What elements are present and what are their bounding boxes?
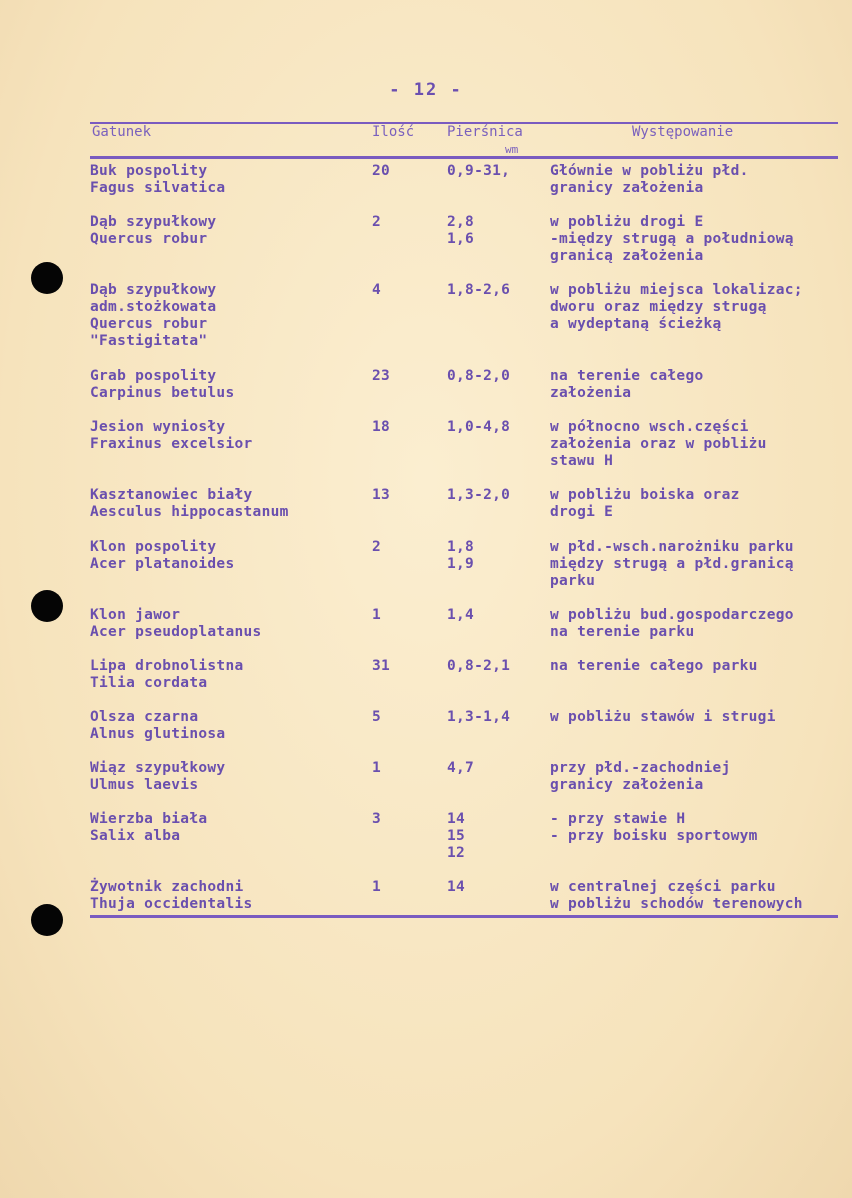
occurrence-note-line: - przy boisku sportowym — [550, 828, 758, 844]
species-name-line: Dąb szypułkowy — [90, 282, 217, 298]
species-name-line: Żywotnik zachodni — [90, 879, 244, 895]
occurrence-note-line: na terenie całego — [550, 368, 704, 384]
species-name — [90, 760, 365, 794]
occurrence-note — [550, 487, 850, 521]
dbh-value — [447, 419, 543, 436]
occurrence-note — [550, 658, 850, 675]
dbh-value-line: 14 — [447, 811, 466, 827]
species-name — [90, 658, 365, 692]
species-name — [90, 539, 365, 573]
occurrence-note — [550, 419, 850, 470]
occurrence-note-line: w pobliżu stawów i strugi — [550, 709, 776, 725]
species-name-line: Quercus robur — [90, 231, 208, 247]
occurrence-note-line: -między strugą a południową — [550, 231, 794, 247]
punch-hole — [31, 590, 63, 622]
species-name — [90, 163, 365, 197]
dbh-value-line: 1,6 — [447, 231, 475, 247]
occurrence-note-line: dworu oraz między strugą — [550, 299, 767, 315]
occurrence-note-line: a wydeptaną ścieżką — [550, 316, 722, 332]
species-name — [90, 214, 365, 248]
punch-hole — [31, 904, 63, 936]
occurrence-note — [550, 811, 850, 845]
dbh-value-line: 12 — [447, 845, 466, 861]
occurrence-note — [550, 539, 850, 590]
occurrence-note-line: założenia — [550, 385, 632, 401]
species-name-line: "Fastigitata" — [90, 333, 208, 349]
dbh-value-line: 1,9 — [447, 556, 475, 572]
table-bottom-rule — [90, 915, 838, 918]
dbh-value — [447, 879, 543, 896]
dbh-value — [447, 607, 543, 624]
species-name-line: Ulmus laevis — [90, 777, 199, 793]
dbh-value-line: 2,8 — [447, 214, 475, 230]
species-name — [90, 487, 365, 521]
occurrence-note-line: w centralnej części parku — [550, 879, 776, 895]
occurrence-note-line: stawu H — [550, 453, 614, 469]
header-species: Gatunek — [92, 124, 152, 140]
occurrence-note-line: na terenie całego parku — [550, 658, 758, 674]
dbh-value — [447, 811, 543, 862]
dbh-value-line: 1,8 — [447, 539, 475, 555]
occurrence-note — [550, 607, 850, 641]
dbh-value-line: 1,0-4,8 — [447, 419, 511, 435]
species-name-line: Fraxinus excelsior — [90, 436, 253, 452]
tree-count: 1 — [372, 879, 382, 895]
species-name-line: Wierzba biała — [90, 811, 208, 827]
page-number: - 12 - — [389, 80, 463, 100]
tree-count: 18 — [372, 419, 391, 435]
species-name-line: Thuja occidentalis — [90, 896, 253, 912]
species-name — [90, 607, 365, 641]
dbh-value — [447, 214, 543, 248]
species-name-line: adm.stożkowata — [90, 299, 217, 315]
tree-count: 5 — [372, 709, 382, 725]
occurrence-note — [550, 760, 850, 794]
species-name-line: Olsza czarna — [90, 709, 199, 725]
occurrence-note-line: między strugą a płd.granicą — [550, 556, 794, 572]
species-name-line: Quercus robur — [90, 316, 208, 332]
occurrence-note-line: w pobliżu schodów terenowych — [550, 896, 803, 912]
occurrence-note — [550, 879, 850, 913]
dbh-value-line: 0,9-31, — [447, 163, 511, 179]
header-dbh: Pierśnica — [447, 124, 523, 140]
species-name-line: Grab pospolity — [90, 368, 217, 384]
occurrence-note-line: granicy założenia — [550, 777, 704, 793]
species-name — [90, 419, 365, 453]
occurrence-note-line: granicy założenia — [550, 180, 704, 196]
tree-count: 2 — [372, 214, 382, 230]
dbh-value — [447, 539, 543, 573]
occurrence-note — [550, 163, 850, 197]
tree-count: 4 — [372, 282, 382, 298]
species-name-line: Aesculus hippocastanum — [90, 504, 289, 520]
dbh-value-line: 14 — [447, 879, 466, 895]
species-name — [90, 811, 365, 845]
species-name-line: Tilia cordata — [90, 675, 208, 691]
dbh-value-line: 1,3-1,4 — [447, 709, 511, 725]
occurrence-note-line: w pobliżu miejsca lokalizac; — [550, 282, 803, 298]
dbh-value-line: 0,8-2,0 — [447, 368, 511, 384]
species-name — [90, 282, 365, 350]
occurrence-note — [550, 368, 850, 402]
species-name — [90, 709, 365, 743]
dbh-value — [447, 282, 543, 299]
tree-count: 23 — [372, 368, 391, 384]
species-name-line: Salix alba — [90, 828, 181, 844]
occurrence-note-line: Głównie w pobliżu płd. — [550, 163, 749, 179]
occurrence-note-line: na terenie parku — [550, 624, 695, 640]
species-name-line: Klon pospolity — [90, 539, 217, 555]
tree-count: 31 — [372, 658, 391, 674]
dbh-value — [447, 658, 543, 675]
occurrence-note-line: - przy stawie H — [550, 811, 686, 827]
occurrence-note-line: w pobliżu bud.gospodarczego — [550, 607, 794, 623]
species-name-line: Dąb szypułkowy — [90, 214, 217, 230]
occurrence-note — [550, 282, 850, 333]
tree-count: 13 — [372, 487, 391, 503]
species-name-line: Alnus glutinosa — [90, 726, 226, 742]
dbh-value-line: 4,7 — [447, 760, 475, 776]
species-name-line: Wiąz szypułkowy — [90, 760, 226, 776]
species-name — [90, 879, 365, 913]
occurrence-note — [550, 709, 850, 726]
tree-count: 3 — [372, 811, 382, 827]
punch-hole — [31, 262, 63, 294]
dbh-value-line: 1,8-2,6 — [447, 282, 511, 298]
header-bottom-rule — [90, 156, 838, 159]
species-name-line: Kasztanowiec biały — [90, 487, 253, 503]
species-name — [90, 368, 365, 402]
occurrence-note — [550, 214, 850, 265]
dbh-value — [447, 368, 543, 385]
occurrence-note-line: parku — [550, 573, 596, 589]
dbh-value — [447, 163, 543, 180]
occurrence-note-line: założenia oraz w pobliżu — [550, 436, 767, 452]
occurrence-note-line: w pobliżu boiska oraz — [550, 487, 740, 503]
occurrence-note-line: w płd.-wsch.narożniku parku — [550, 539, 794, 555]
species-name-line: Klon jawor — [90, 607, 181, 623]
dbh-value-line: 15 — [447, 828, 466, 844]
tree-count: 1 — [372, 760, 382, 776]
species-name-line: Jesion wyniosły — [90, 419, 226, 435]
tree-count: 1 — [372, 607, 382, 623]
occurrence-note-line: granicą założenia — [550, 248, 704, 264]
dbh-value — [447, 760, 543, 777]
species-name-line: Acer platanoides — [90, 556, 235, 572]
species-name-line: Buk pospolity — [90, 163, 208, 179]
occurrence-note-line: drogi E — [550, 504, 614, 520]
occurrence-note-line: przy płd.-zachodniej — [550, 760, 731, 776]
dbh-value-line: 1,3-2,0 — [447, 487, 511, 503]
dbh-value-line: 0,8-2,1 — [447, 658, 511, 674]
dbh-value-line: 1,4 — [447, 607, 475, 623]
dbh-value — [447, 709, 543, 726]
header-dbh-unit: wm — [505, 143, 519, 156]
header-count: Ilość — [372, 124, 415, 140]
header-occurrence: Występowanie — [632, 124, 734, 140]
species-name-line: Lipa drobnolistna — [90, 658, 244, 674]
tree-count: 2 — [372, 539, 382, 555]
tree-count: 20 — [372, 163, 391, 179]
species-name-line: Fagus silvatica — [90, 180, 226, 196]
occurrence-note-line: w pobliżu drogi E — [550, 214, 704, 230]
species-name-line: Acer pseudoplatanus — [90, 624, 262, 640]
species-name-line: Carpinus betulus — [90, 385, 235, 401]
dbh-value — [447, 487, 543, 504]
occurrence-note-line: w północno wsch.części — [550, 419, 749, 435]
